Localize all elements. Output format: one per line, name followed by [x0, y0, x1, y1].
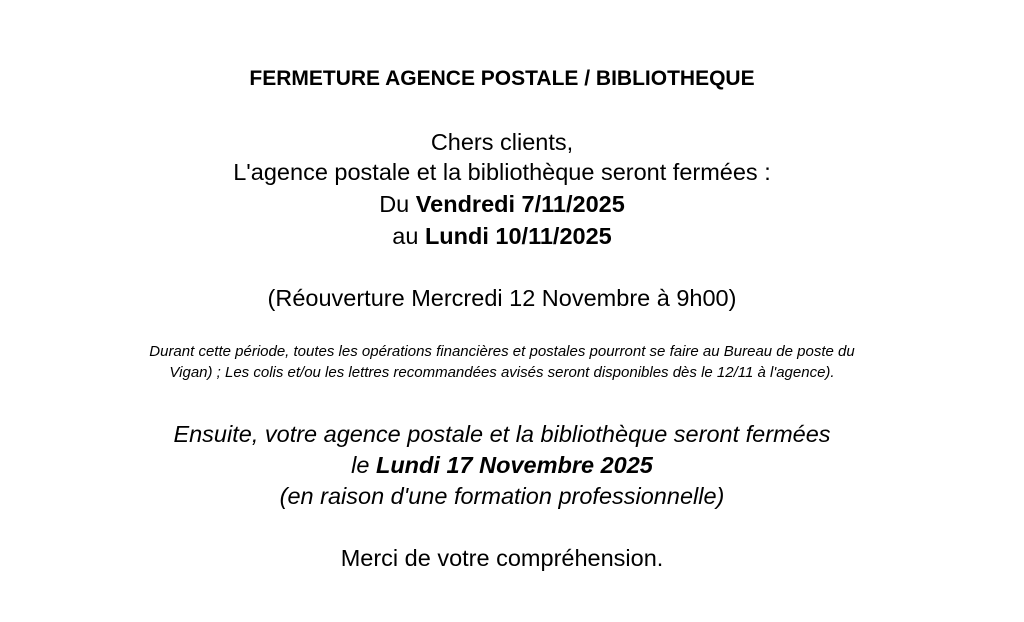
second-closure-prefix: le — [351, 452, 370, 478]
notice-title: FERMETURE AGENCE POSTALE / BIBLIOTHEQUE — [249, 67, 755, 90]
second-closure-date: Lundi 17 Novembre 2025 — [375, 452, 653, 478]
to-prefix: au — [392, 223, 419, 249]
from-prefix: Du — [379, 191, 410, 217]
second-closure-date-line — [0, 450, 1004, 480]
info-line-1: Durant cette période, toutes les opérations financières et postales pourront se faire au Bureau de poste du — [149, 343, 855, 360]
closure-from-line — [0, 189, 1004, 219]
second-closure-line: Ensuite, votre agence postale et la bibliothèque seront fermées — [173, 421, 831, 447]
to-date: Lundi 10/11/2025 — [424, 223, 612, 249]
closure-to-line — [0, 221, 1004, 251]
reopening-notice: (Réouverture Mercredi 12 Novembre à 9h00) — [267, 285, 737, 311]
second-closure-reason: (en raison d'une formation professionnelle) — [279, 483, 725, 509]
greeting: Chers clients, — [430, 129, 574, 155]
from-date: Vendredi 7/11/2025 — [415, 191, 625, 217]
info-line-2: Vigan) ; Les colis et/ou les lettres recommandées avisés seront disponibles dès le 12/11 à l'agence). — [169, 364, 835, 381]
thanks-line: Merci de votre compréhension. — [340, 545, 664, 571]
closure-statement: L'agence postale et la bibliothèque seront fermées : — [233, 159, 771, 185]
